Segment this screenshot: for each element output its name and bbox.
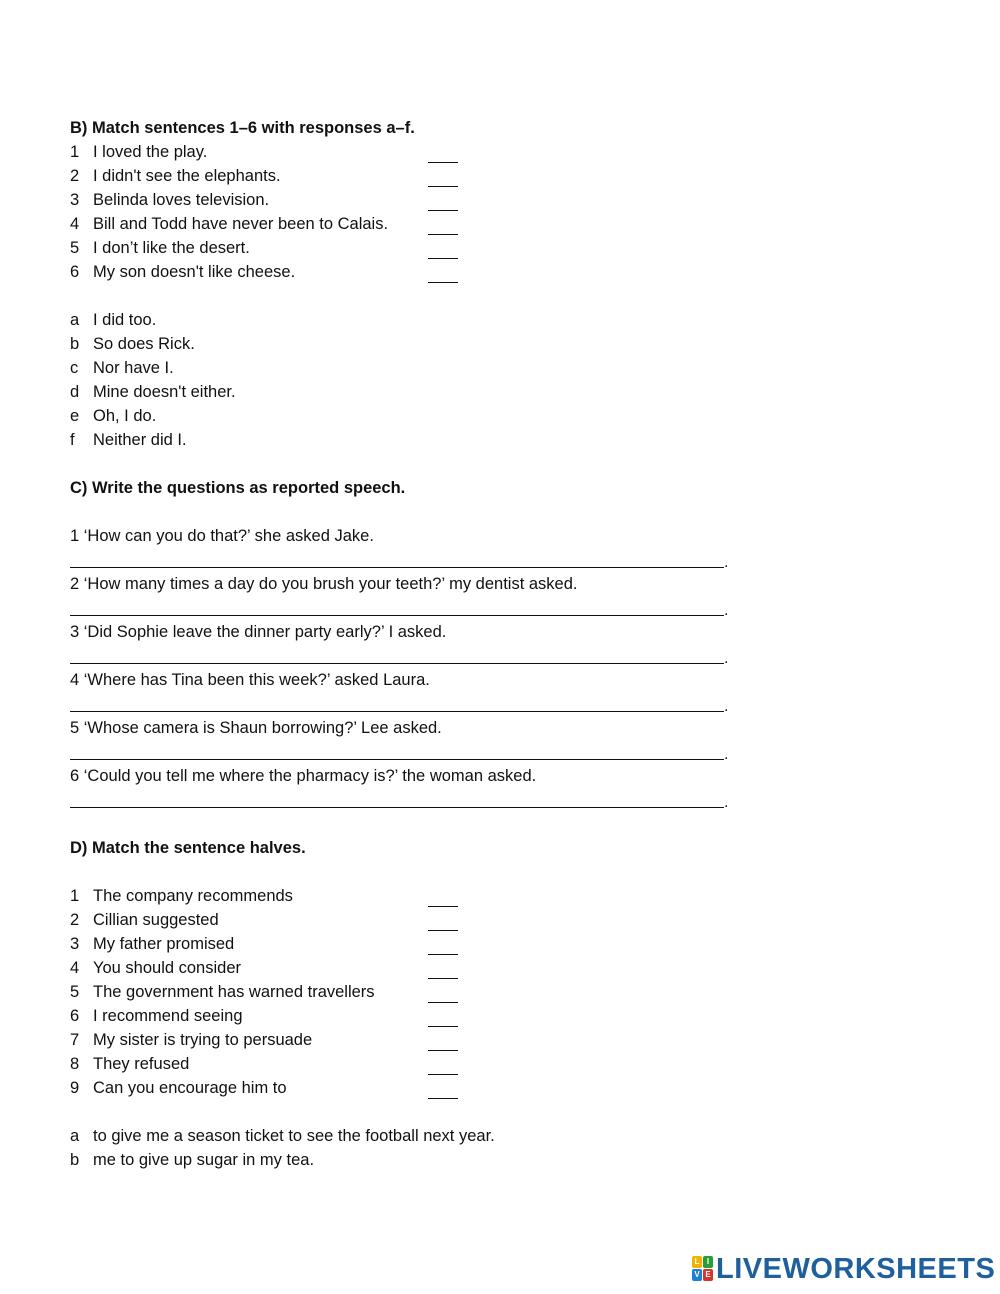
item-text: Mine doesn't either.: [93, 383, 236, 401]
item-text: They refused: [93, 1055, 190, 1073]
list-item: [70, 1076, 287, 1100]
answer-blank[interactable]: [428, 1010, 458, 1027]
answer-blank[interactable]: [428, 938, 458, 955]
answer-line[interactable]: [70, 662, 724, 664]
item-number: 2: [70, 167, 80, 185]
period-mark: .: [724, 602, 729, 619]
question-text: 6 ‘Could you tell me where the pharmacy is?’ the woman asked.: [70, 767, 537, 785]
item-text: Bill and Todd have never been to Calais.: [93, 215, 389, 233]
ending-item: [70, 1148, 314, 1172]
answer-blank[interactable]: [428, 218, 458, 235]
item-number: 4: [70, 215, 80, 233]
item-number: 5: [70, 239, 80, 257]
item-number: 5: [70, 983, 80, 1001]
list-item: [70, 140, 207, 164]
item-text: Belinda loves television.: [93, 191, 270, 209]
list-item: [70, 884, 293, 908]
period-mark: .: [724, 746, 729, 763]
item-text: My sister is trying to persuade: [93, 1031, 313, 1049]
answer-line[interactable]: [70, 758, 724, 760]
item-number: 1: [70, 143, 80, 161]
list-item: [70, 980, 375, 1004]
logo-text: LIVEWORKSHEETS: [716, 1252, 996, 1285]
answer-blank[interactable]: [428, 1082, 458, 1099]
logo-mark-letter: E: [703, 1269, 713, 1281]
item-text: The company recommends: [93, 887, 293, 905]
list-item: [70, 260, 295, 284]
response-item: [70, 356, 174, 380]
item-number: 3: [70, 191, 80, 209]
item-text: Cillian suggested: [93, 911, 219, 929]
list-item: [70, 932, 234, 956]
answer-blank[interactable]: [428, 1058, 458, 1075]
item-text: me to give up sugar in my tea.: [93, 1151, 315, 1169]
item-text: You should consider: [93, 959, 242, 977]
response-item: [70, 380, 236, 404]
answer-blank[interactable]: [428, 266, 458, 283]
answer-blank[interactable]: [428, 194, 458, 211]
item-number: 4: [70, 959, 80, 977]
answer-blank[interactable]: [428, 962, 458, 979]
period-mark: .: [724, 650, 729, 667]
answer-blank[interactable]: [428, 146, 458, 163]
list-item: [70, 1028, 312, 1052]
list-item: [70, 212, 388, 236]
item-text: I recommend seeing: [93, 1007, 243, 1025]
logo-mark-letter: I: [703, 1256, 713, 1268]
response-item: [70, 332, 195, 356]
period-mark: .: [724, 698, 729, 715]
item-letter: c: [70, 359, 79, 377]
item-text: I didn't see the elephants.: [93, 167, 281, 185]
item-letter: b: [70, 1151, 80, 1169]
item-text: The government has warned travellers: [93, 983, 375, 1001]
item-number: 7: [70, 1031, 80, 1049]
item-number: 3: [70, 935, 80, 953]
list-item: [70, 1004, 243, 1028]
response-item: [70, 404, 156, 428]
logo-mark-icon: [692, 1256, 714, 1282]
answer-blank[interactable]: [428, 890, 458, 907]
item-text: I don’t like the desert.: [93, 239, 250, 257]
question-text: 5 ‘Whose camera is Shaun borrowing?’ Lee asked.: [70, 719, 442, 737]
item-letter: f: [70, 431, 75, 449]
answer-blank[interactable]: [428, 1034, 458, 1051]
answer-blank[interactable]: [428, 242, 458, 259]
answer-line[interactable]: [70, 614, 724, 616]
period-mark: .: [724, 794, 729, 811]
logo-mark-letter: V: [692, 1269, 702, 1281]
item-text: Can you encourage him to: [93, 1079, 287, 1097]
item-letter: a: [70, 311, 80, 329]
item-number: 6: [70, 1007, 80, 1025]
item-letter: a: [70, 1127, 80, 1145]
question-text: 4 ‘Where has Tina been this week?’ asked Laura.: [70, 671, 430, 689]
answer-blank[interactable]: [428, 986, 458, 1003]
item-text: Neither did I.: [93, 431, 187, 449]
answer-blank[interactable]: [428, 170, 458, 187]
liveworksheets-logo: [692, 1254, 995, 1284]
item-letter: b: [70, 335, 80, 353]
section-b-heading: B) Match sentences 1–6 with responses a–f.: [70, 119, 415, 137]
item-text: Nor have I.: [93, 359, 174, 377]
item-text: to give me a season ticket to see the football next year.: [93, 1127, 495, 1145]
item-text: I loved the play.: [93, 143, 208, 161]
list-item: [70, 956, 241, 980]
item-number: 9: [70, 1079, 80, 1097]
section-c-heading: C) Write the questions as reported speech.: [70, 479, 406, 497]
item-number: 8: [70, 1055, 80, 1073]
response-item: [70, 308, 156, 332]
item-text: Oh, I do.: [93, 407, 157, 425]
item-text: My son doesn't like cheese.: [93, 263, 296, 281]
list-item: [70, 1052, 189, 1076]
answer-line[interactable]: [70, 566, 724, 568]
item-number: 2: [70, 911, 80, 929]
question-text: 2 ‘How many times a day do you brush your teeth?’ my dentist asked.: [70, 575, 578, 593]
item-text: I did too.: [93, 311, 157, 329]
section-d-heading: D) Match the sentence halves.: [70, 839, 306, 857]
answer-line[interactable]: [70, 710, 724, 712]
period-mark: .: [724, 554, 729, 571]
item-letter: d: [70, 383, 80, 401]
question-text: 1 ‘How can you do that?’ she asked Jake.: [70, 527, 374, 545]
list-item: [70, 236, 250, 260]
response-item: [70, 428, 187, 452]
list-item: [70, 164, 281, 188]
item-letter: e: [70, 407, 80, 425]
answer-blank[interactable]: [428, 914, 458, 931]
question-text: 3 ‘Did Sophie leave the dinner party early?’ I asked.: [70, 623, 447, 641]
answer-line[interactable]: [70, 806, 724, 808]
ending-item: [70, 1124, 495, 1148]
item-number: 6: [70, 263, 80, 281]
item-text: So does Rick.: [93, 335, 195, 353]
item-number: 1: [70, 887, 80, 905]
list-item: [70, 188, 269, 212]
logo-mark-letter: L: [692, 1256, 702, 1268]
item-text: My father promised: [93, 935, 235, 953]
list-item: [70, 908, 219, 932]
